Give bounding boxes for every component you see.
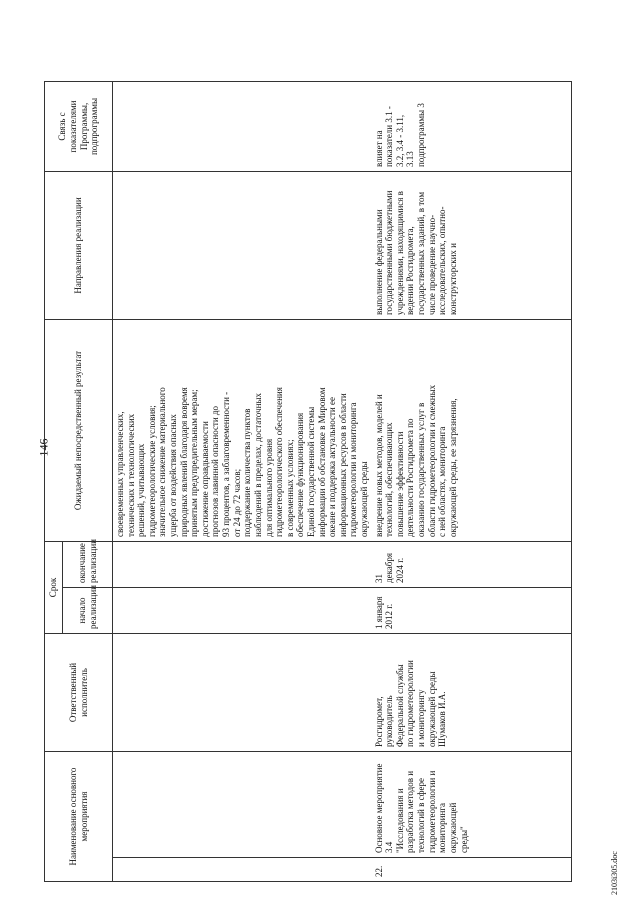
cell-end-date: 31 декабря 2024 г.	[372, 541, 572, 587]
cell-measure-name: Основное мероприятие 3.4 "Исследования и разработка методов и технологий в сфере гидрометеорологии и мониторинга окружающей среды"	[372, 752, 572, 858]
header-term-end: окончание реализации	[63, 541, 113, 587]
cell-number-empty	[113, 858, 372, 882]
cell-result: внедрение новых методов, моделей и технологий, обеспечивающих повышение эффективности деятельности Росгидромета по оказанию государственных услуг в области гидрометеорологии и смежных с ней областях, мониторинга окружающей среды, ее загрязнения,	[372, 319, 572, 541]
cell-link-empty	[113, 81, 372, 171]
cell-directions: выполнение федеральными государственными бюджетными учреждениями, находящимися в ведении Росгидромета, государственных заданий, в том числе проведение научно- исследовательских, опытно- конструкторских и	[372, 171, 572, 319]
header-directions: Направления реализации	[45, 171, 113, 319]
cell-responsible: Росгидромет, руководитель Федеральной службы по гидрометеорологии и мониторингу окружающей среды Шумаков И.А.	[372, 634, 572, 752]
cell-start-empty	[113, 588, 372, 634]
file-label: 2103i305.doc	[610, 851, 619, 895]
header-term: Срок	[45, 541, 63, 633]
rotated-table-container	[44, 82, 584, 882]
cell-name-empty	[113, 752, 372, 858]
cell-result-continuation: своевременных управленческих, технических и технологических решений, учитывающих гидрометеорологические условия; значительное снижение материального ущерба от воздействия опасных природных явлений благодаря вовремя принятым предупредительным мерам; достижение оправдываемости прогнозов лавинной опасности до 93 процентов, а заблаговременности - от 24 до 72 часов; поддержание количества пунктов наблюдений в пределах, достаточных для оптимального уровня гидрометеорологического обеспечения в современных условиях; обеспечение функционирования Единой государственной системы информации об обстановке в Мировом океане и поддержка актуальности ее информационных ресурсов в области гидрометеорологии и мониторинга окружающей среды	[113, 319, 372, 541]
page-number: 146	[36, 438, 51, 457]
header-result: Ожидаемый непосредственный результат	[45, 319, 113, 541]
cell-end-empty	[113, 541, 372, 587]
cell-link: влияет на показатели 3.1 - 3.2, 3.4 - 3.11, 3.13 подпрограммы 3	[372, 81, 572, 171]
cell-responsible-empty	[113, 634, 372, 752]
header-term-start: начало реализации	[63, 588, 113, 634]
table-row-continuation	[113, 81, 372, 881]
measures-table	[44, 81, 572, 882]
header-responsible: Ответственный исполнитель	[45, 634, 113, 752]
cell-start-date: 1 января 2012 г.	[372, 588, 572, 634]
header-link: Связь с показателями Программы, подпрограммы	[45, 81, 113, 171]
cell-directions-empty	[113, 171, 372, 319]
header-name: Наименование основного мероприятия	[45, 752, 113, 882]
cell-row-number: 22.	[372, 858, 572, 882]
table-row-22	[372, 81, 572, 881]
